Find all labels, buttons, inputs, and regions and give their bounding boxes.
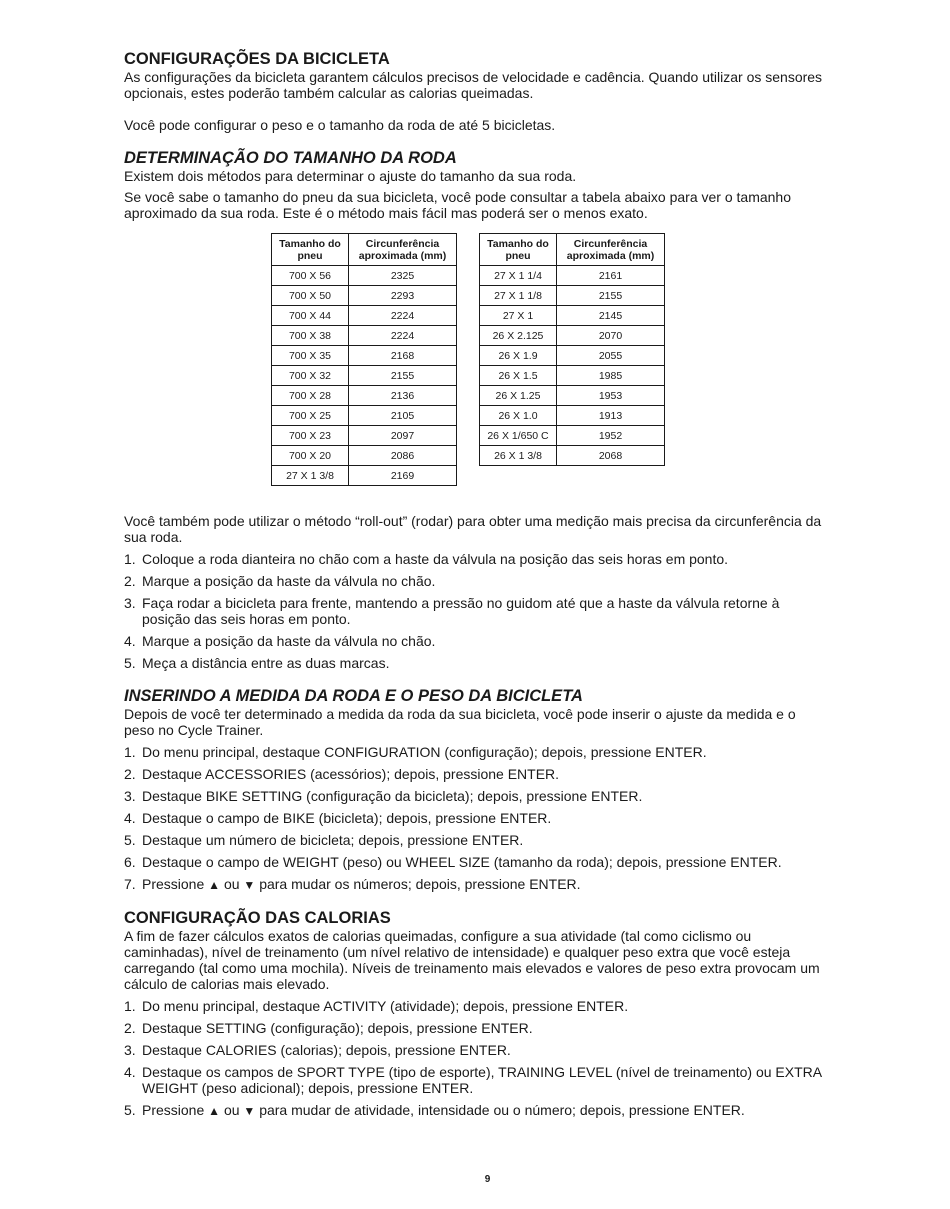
table-row [480, 386, 665, 406]
list-item: 3. Destaque BIKE SETTING (configuração da bicicleta); depois, pressione ENTER. [124, 788, 643, 804]
circumference-cell: 2224 [349, 306, 457, 326]
list-item: 3. Faça rodar a bicicleta para frente, mantendo a pressão no guidom até que a haste da válvula retorne à posição das seis horas em ponto. [124, 595, 780, 627]
tire-size-cell: 700 X 44 [272, 306, 349, 326]
table-row [272, 406, 457, 426]
circumference-cell: 2136 [349, 386, 457, 406]
list-item: 2. Marque a posição da haste da válvula no chão. [124, 573, 436, 589]
section-title-enter-wheel-weight: INSERINDO A MEDIDA DA RODA E O PESO DA BICICLETA [124, 687, 583, 705]
column-header-circumference: Circunferência aproximada (mm) [349, 234, 457, 266]
tire-size-cell: 26 X 1.9 [480, 346, 557, 366]
table-row [480, 306, 665, 326]
tire-size-cell: 26 X 1 3/8 [480, 446, 557, 466]
table-row [272, 366, 457, 386]
table-row [480, 366, 665, 386]
table-row [480, 446, 665, 466]
tire-size-cell: 700 X 23 [272, 426, 349, 446]
enter-wheel-weight-steps [124, 744, 829, 893]
circumference-cell: 2145 [557, 306, 665, 326]
circumference-cell: 1985 [557, 366, 665, 386]
tire-size-cell: 26 X 1/650 C [480, 426, 557, 446]
circumference-cell: 2169 [349, 466, 457, 486]
tire-size-cell: 700 X 32 [272, 366, 349, 386]
tire-size-cell: 26 X 2.125 [480, 326, 557, 346]
table-row [480, 406, 665, 426]
table-row [272, 306, 457, 326]
circumference-cell: 2097 [349, 426, 457, 446]
tire-size-cell: 700 X 38 [272, 326, 349, 346]
circumference-cell: 2155 [557, 286, 665, 306]
rollout-steps [124, 551, 829, 671]
list-item: 4. Destaque os campos de SPORT TYPE (tipo de esporte), TRAINING LEVEL (nível de treinamento) ou EXTRA WEIGHT (peso adicional); depois, pressione ENTER. [124, 1064, 822, 1096]
circumference-cell: 1953 [557, 386, 665, 406]
tire-size-cell: 27 X 1 3/8 [272, 466, 349, 486]
circumference-cell: 2105 [349, 406, 457, 426]
circumference-cell: 1913 [557, 406, 665, 426]
circumference-cell: 2224 [349, 326, 457, 346]
section-title-calories: CONFIGURAÇÃO DAS CALORIAS [124, 909, 391, 927]
tire-size-table-left [271, 233, 457, 486]
table-row [480, 426, 665, 446]
list-item: 1. Coloque a roda dianteira no chão com a haste da válvula na posição das seis horas em ponto. [124, 551, 729, 567]
table-row [272, 386, 457, 406]
bike-settings-paragraph-1: As configurações da bicicleta garantem cálculos precisos de velocidade e cadência. Quando utilizar os sensores opcionais, estes poderão também calcular as calorias queimadas. [124, 69, 823, 101]
table-row [480, 286, 665, 306]
tire-size-table-right [479, 233, 665, 466]
circumference-cell: 2293 [349, 286, 457, 306]
wheel-size-paragraph-1: Existem dois métodos para determinar o ajuste do tamanho da sua roda. [124, 168, 577, 184]
up-arrow-icon: ▲ [208, 1104, 221, 1118]
list-item: 2. Destaque ACCESSORIES (acessórios); depois, pressione ENTER. [124, 766, 560, 782]
table-row [480, 346, 665, 366]
table-row [272, 286, 457, 306]
list-item: 7. Pressione ▲ ou ▼ para mudar os números; depois, pressione ENTER. [124, 876, 581, 892]
calories-steps [124, 998, 829, 1119]
calories-intro: A fim de fazer cálculos exatos de calorias queimadas, configure a sua atividade (tal como ciclismo ou caminhadas), nível de treinamento (um nível relativo de intensidade) e qualquer peso extra que você esteja carregando (tal como uma mochila). Níveis de treinamento mais elevados e valores de peso extra provocam um cálculo de calorias mais elevado. [124, 928, 820, 992]
circumference-cell: 1952 [557, 426, 665, 446]
tire-size-cell: 700 X 28 [272, 386, 349, 406]
table-row [272, 466, 457, 486]
section-title-wheel-size: DETERMINAÇÃO DO TAMANHO DA RODA [124, 149, 457, 167]
up-arrow-icon: ▲ [208, 878, 221, 892]
table-row [272, 346, 457, 366]
table-row [480, 326, 665, 346]
list-item: 1. Do menu principal, destaque CONFIGURATION (configuração); depois, pressione ENTER. [124, 744, 707, 760]
circumference-cell: 2068 [557, 446, 665, 466]
column-header-circumference: Circunferência aproximada (mm) [557, 234, 665, 266]
tire-size-cell: 27 X 1 1/4 [480, 266, 557, 286]
tire-size-cell: 27 X 1 [480, 306, 557, 326]
circumference-cell: 2168 [349, 346, 457, 366]
circumference-cell: 2055 [557, 346, 665, 366]
bike-settings-paragraph-2: Você pode configurar o peso e o tamanho da roda de até 5 bicicletas. [124, 117, 556, 133]
down-arrow-icon: ▼ [243, 1104, 256, 1118]
list-item: 5. Meça a distância entre as duas marcas. [124, 655, 390, 671]
tire-size-cell: 26 X 1.0 [480, 406, 557, 426]
circumference-cell: 2325 [349, 266, 457, 286]
list-item: 5. Pressione ▲ ou ▼ para mudar de atividade, intensidade ou o número; depois, pressione ENTER. [124, 1102, 745, 1118]
tire-size-cell: 700 X 25 [272, 406, 349, 426]
column-header-tire-size: Tamanho do pneu [272, 234, 349, 266]
circumference-cell: 2155 [349, 366, 457, 386]
tire-size-cell: 27 X 1 1/8 [480, 286, 557, 306]
down-arrow-icon: ▼ [243, 878, 256, 892]
document-page [124, 50, 829, 1119]
column-header-tire-size: Tamanho do pneu [480, 234, 557, 266]
list-item: 2. Destaque SETTING (configuração); depois, pressione ENTER. [124, 1020, 533, 1036]
tire-size-tables [124, 233, 829, 509]
list-item: 1. Do menu principal, destaque ACTIVITY (atividade); depois, pressione ENTER. [124, 998, 629, 1014]
table-row [272, 426, 457, 446]
circumference-cell: 2086 [349, 446, 457, 466]
tire-size-cell: 700 X 50 [272, 286, 349, 306]
list-item: 3. Destaque CALORIES (calorias); depois, pressione ENTER. [124, 1042, 511, 1058]
wheel-size-paragraph-2: Se você sabe o tamanho do pneu da sua bicicleta, você pode consultar a tabela abaixo para ver o tamanho aproximado da sua roda. Este é o método mais fácil mas poderá ser o menos exato. [124, 189, 792, 221]
circumference-cell: 2161 [557, 266, 665, 286]
tire-size-cell: 700 X 56 [272, 266, 349, 286]
table-row [480, 266, 665, 286]
rollout-intro: Você também pode utilizar o método “roll-out” (rodar) para obter uma medição mais precisa da circunferência da sua roda. [124, 513, 822, 545]
table-row [272, 326, 457, 346]
tire-size-cell: 26 X 1.5 [480, 366, 557, 386]
page-number: 9 [484, 1174, 491, 1185]
section-title-bike-settings: CONFIGURAÇÕES DA BICICLETA [124, 50, 390, 68]
table-row [272, 446, 457, 466]
table-row [272, 266, 457, 286]
circumference-cell: 2070 [557, 326, 665, 346]
tire-size-cell: 700 X 20 [272, 446, 349, 466]
list-item: 4. Destaque o campo de BIKE (bicicleta); depois, pressione ENTER. [124, 810, 552, 826]
list-item: 6. Destaque o campo de WEIGHT (peso) ou WHEEL SIZE (tamanho da roda); depois, pressione ENTER. [124, 854, 782, 870]
tire-size-cell: 700 X 35 [272, 346, 349, 366]
list-item: 5. Destaque um número de bicicleta; depois, pressione ENTER. [124, 832, 524, 848]
enter-wheel-weight-intro: Depois de você ter determinado a medida da roda da sua bicicleta, você pode inserir o ajuste da medida e o peso no Cycle Trainer. [124, 706, 796, 738]
list-item: 4. Marque a posição da haste da válvula no chão. [124, 633, 436, 649]
tire-size-cell: 26 X 1.25 [480, 386, 557, 406]
